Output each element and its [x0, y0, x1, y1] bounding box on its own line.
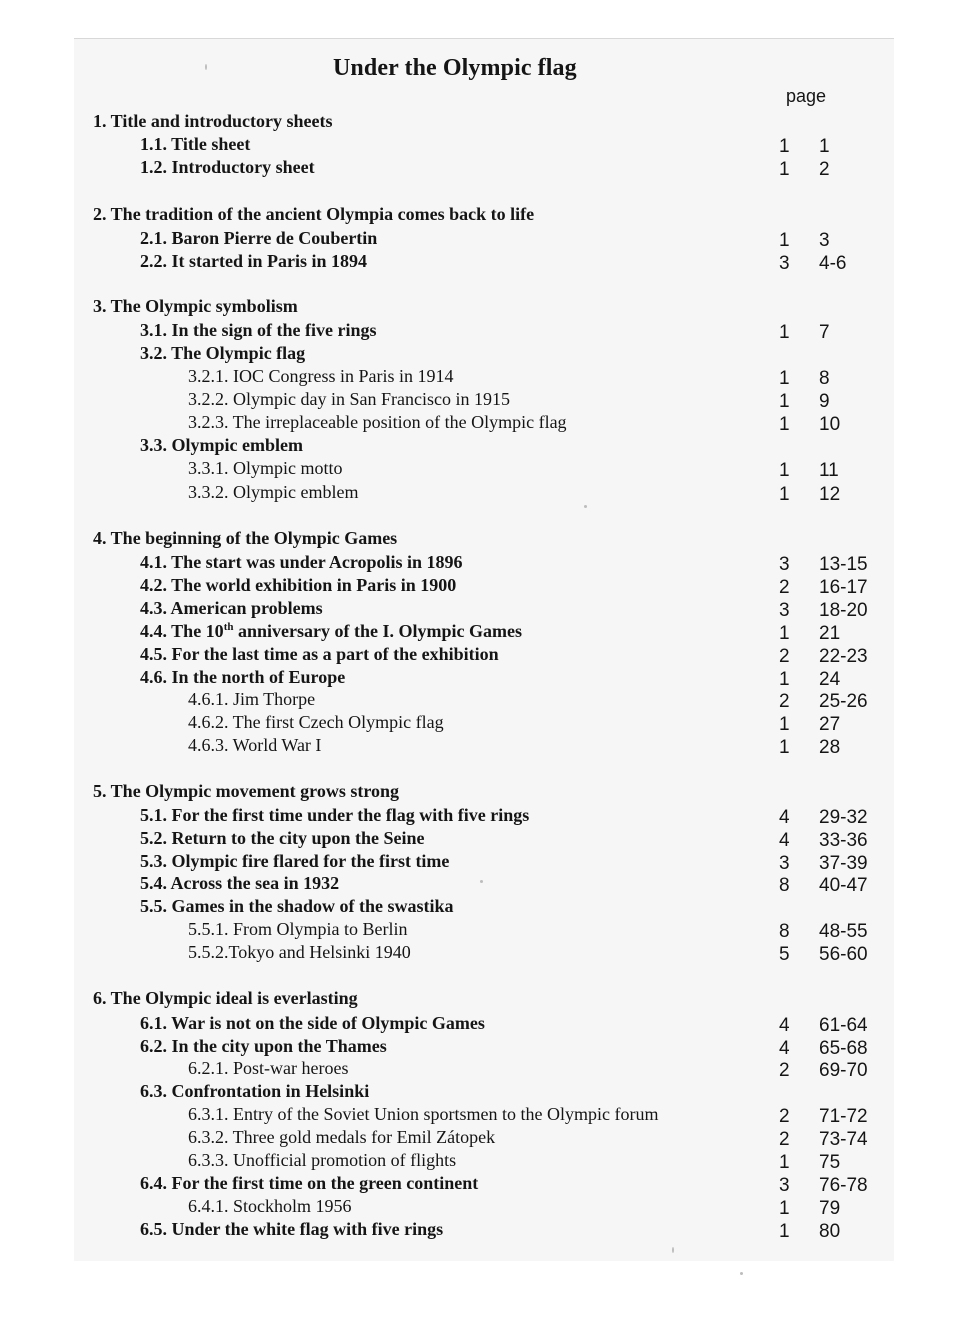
sheet-count: 1: [779, 1221, 790, 1242]
page-range: 3: [819, 230, 830, 251]
toc-row: [0, 734, 960, 756]
page-range: 65-68: [819, 1038, 868, 1059]
toc-row: [0, 227, 960, 249]
toc-subsection-title: 4.6.3. World War I: [188, 735, 322, 755]
toc-subsection-title: 4.6.2. The first Czech Olympic flag: [188, 712, 444, 732]
page-range: 48-55: [819, 921, 868, 942]
sheet-count: 1: [779, 1198, 790, 1219]
page-range: 12: [819, 484, 841, 505]
toc-subsection-title: 4.6.1. Jim Thorpe: [188, 689, 316, 709]
toc-section-title: 1.1. Title sheet: [140, 134, 251, 154]
scan-speck: [740, 1272, 743, 1275]
sheet-count: 1: [779, 669, 790, 690]
page-range: 29-32: [819, 807, 868, 828]
toc-section-title: 4.6. In the north of Europe: [140, 667, 346, 687]
sheet-count: 4: [779, 1038, 790, 1059]
scan-speck: [480, 880, 483, 883]
toc-row: [0, 388, 960, 410]
toc-section-title: 6.5. Under the white flag with five rings: [140, 1219, 444, 1239]
toc-row: [0, 941, 960, 963]
page-range: 11: [819, 460, 839, 481]
page-range: 25-26: [819, 691, 868, 712]
page-range: 79: [819, 1198, 841, 1219]
page-range: 75: [819, 1152, 841, 1173]
page-range: 10: [819, 414, 841, 435]
sheet-count: 2: [779, 1060, 790, 1081]
page-range: 27: [819, 714, 841, 735]
sheet-count: 1: [779, 414, 790, 435]
page-range: 7: [819, 322, 830, 343]
sheet-count: 3: [779, 853, 790, 874]
toc-row: [0, 342, 960, 364]
toc-row: [0, 481, 960, 503]
sheet-count: 4: [779, 1015, 790, 1036]
sheet-count: 1: [779, 322, 790, 343]
page-range: 21: [819, 623, 841, 644]
toc-chapter-title: 1. Title and introductory sheets: [93, 111, 333, 131]
toc-chapter-title: 3. The Olympic symbolism: [93, 296, 298, 316]
toc-subsection-title: 5.5.2.Tokyo and Helsinki 1940: [188, 942, 411, 962]
toc-section-title: 6.3. Confrontation in Helsinki: [140, 1081, 370, 1101]
page-range: 37-39: [819, 853, 868, 874]
toc-row: [0, 1012, 960, 1034]
sheet-count: 1: [779, 159, 790, 180]
page-range: 18-20: [819, 600, 868, 621]
sheet-count: 2: [779, 577, 790, 598]
toc-row: [0, 203, 960, 225]
sheet-count: 2: [779, 1129, 790, 1150]
toc-row: [0, 365, 960, 387]
toc-row: [0, 1218, 960, 1240]
toc-section-title: 4.2. The world exhibition in Paris in 1900: [140, 575, 457, 595]
page-range: 71-72: [819, 1106, 868, 1127]
sheet-count: 3: [779, 1175, 790, 1196]
page-range: 9: [819, 391, 830, 412]
toc-row: [0, 110, 960, 132]
sheet-count: 1: [779, 460, 790, 481]
sheet-count: 3: [779, 253, 790, 274]
toc-row: [0, 1103, 960, 1125]
toc-section-title: 4.1. The start was under Acropolis in 1896: [140, 552, 463, 572]
toc-subsection-title: 6.4.1. Stockholm 1956: [188, 1196, 352, 1216]
toc-subsection-title: 6.3.3. Unofficial promotion of flights: [188, 1150, 457, 1170]
toc-row: [0, 850, 960, 872]
toc-row: [0, 918, 960, 940]
toc-subsection-title: 6.2.1. Post-war heroes: [188, 1058, 349, 1078]
sheet-count: 3: [779, 554, 790, 575]
page-range: 69-70: [819, 1060, 868, 1081]
toc-section-title: 6.2. In the city upon the Thames: [140, 1036, 387, 1056]
toc-row: [0, 643, 960, 665]
toc-row: [0, 804, 960, 826]
toc-row: [0, 895, 960, 917]
toc-row: [0, 295, 960, 317]
toc-row: [0, 411, 960, 433]
toc-row: [0, 872, 960, 894]
sheet-count: 1: [779, 230, 790, 251]
toc-section-title: 3.3. Olympic emblem: [140, 435, 303, 455]
sheet-count: 4: [779, 830, 790, 851]
sheet-count: 8: [779, 875, 790, 896]
toc-row: [0, 551, 960, 573]
toc-row: [0, 666, 960, 688]
page-range: 80: [819, 1221, 841, 1242]
page-range: 13-15: [819, 554, 868, 575]
sheet-count: 2: [779, 646, 790, 667]
scan-speck: [205, 64, 207, 70]
toc-section-title: 3.1. In the sign of the five rings: [140, 320, 377, 340]
page-range: 4-6: [819, 253, 847, 274]
page-range: 61-64: [819, 1015, 868, 1036]
toc-chapter-title: 6. The Olympic ideal is everlasting: [93, 988, 358, 1008]
toc-section-title: 5.3. Olympic fire flared for the first time: [140, 851, 450, 871]
toc-subsection-title: 6.3.2. Three gold medals for Emil Zátopek: [188, 1127, 496, 1147]
page-range: 1: [819, 136, 830, 157]
page-column-header: page: [786, 86, 827, 106]
page-range: 28: [819, 737, 841, 758]
toc-subsection-title: 3.2.3. The irreplaceable position of the Olympic flag: [188, 412, 567, 432]
toc-row: [0, 574, 960, 596]
toc-row: [0, 319, 960, 341]
toc-subsection-title: 3.3.2. Olympic emblem: [188, 482, 359, 502]
toc-section-title: 6.1. War is not on the side of Olympic Games: [140, 1013, 485, 1033]
page-range: 8: [819, 368, 830, 389]
toc-row: [0, 527, 960, 549]
sheet-count: 1: [779, 714, 790, 735]
sheet-count: 8: [779, 921, 790, 942]
sheet-count: 1: [779, 623, 790, 644]
toc-row: [0, 1126, 960, 1148]
toc-row: [0, 597, 960, 619]
toc-row: [0, 1035, 960, 1057]
toc-subsection-title: 3.2.1. IOC Congress in Paris in 1914: [188, 366, 454, 386]
toc-subsection-title: 3.2.2. Olympic day in San Francisco in 1915: [188, 389, 510, 409]
sheet-count: 1: [779, 368, 790, 389]
page-range: 73-74: [819, 1129, 868, 1150]
toc-row: [0, 620, 960, 642]
superscript: th: [223, 621, 234, 633]
toc-row: [0, 156, 960, 178]
toc-chapter-title: 5. The Olympic movement grows strong: [93, 781, 399, 801]
toc-section-title: 3.2. The Olympic flag: [140, 343, 306, 363]
toc-section-title: 5.5. Games in the shadow of the swastika: [140, 896, 454, 916]
toc-section-title: 6.4. For the first time on the green continent: [140, 1173, 479, 1193]
toc-subsection-title: 5.5.1. From Olympia to Berlin: [188, 919, 408, 939]
page-range: 56-60: [819, 944, 868, 965]
toc-section-title: 1.2. Introductory sheet: [140, 157, 315, 177]
toc-row: [0, 827, 960, 849]
toc-section-title: 4.5. For the last time as a part of the exhibition: [140, 644, 499, 664]
toc-row: [0, 1057, 960, 1079]
sheet-count: 1: [779, 484, 790, 505]
sheet-count: 1: [779, 737, 790, 758]
toc-subsection-title: 3.3.1. Olympic motto: [188, 458, 343, 478]
toc-section-title: 4.4. The 10th anniversary of the I. Olympic Games: [140, 621, 522, 641]
sheet-count: 1: [779, 136, 790, 157]
toc-row: [0, 987, 960, 1009]
toc-chapter-title: 4. The beginning of the Olympic Games: [93, 528, 398, 548]
page-range: 2: [819, 159, 830, 180]
toc-section-title: 2.1. Baron Pierre de Coubertin: [140, 228, 378, 248]
toc-row: [0, 133, 960, 155]
toc-row: [0, 1080, 960, 1102]
sheet-count: 1: [779, 391, 790, 412]
page-range: 40-47: [819, 875, 868, 896]
toc-row: [0, 434, 960, 456]
sheet-count: 2: [779, 691, 790, 712]
toc-row: [0, 250, 960, 272]
toc-section-title: 5.1. For the first time under the flag with five rings: [140, 805, 530, 825]
toc-row: [0, 711, 960, 733]
toc-row: [0, 688, 960, 710]
toc-row: [0, 1172, 960, 1194]
sheet-count: 3: [779, 600, 790, 621]
toc-chapter-title: 2. The tradition of the ancient Olympia comes back to life: [93, 204, 535, 224]
page-range: 22-23: [819, 646, 868, 667]
sheet-count: 2: [779, 1106, 790, 1127]
page-range: 33-36: [819, 830, 868, 851]
sheet-count: 1: [779, 1152, 790, 1173]
toc-section-title: 2.2. It started in Paris in 1894: [140, 251, 367, 271]
page-range: 76-78: [819, 1175, 868, 1196]
toc-section-title: 5.4. Across the sea in 1932: [140, 873, 340, 893]
scan-speck: [672, 1247, 674, 1253]
document-title: Under the Olympic flag: [333, 55, 577, 81]
toc-section-title: 4.3. American problems: [140, 598, 323, 618]
page-range: 16-17: [819, 577, 868, 598]
toc-subsection-title: 6.3.1. Entry of the Soviet Union sportsmen to the Olympic forum: [188, 1104, 659, 1124]
toc-row: [0, 457, 960, 479]
toc-row: [0, 1149, 960, 1171]
toc-row: [0, 1195, 960, 1217]
toc-section-title: 5.2. Return to the city upon the Seine: [140, 828, 425, 848]
scan-speck: [584, 505, 587, 508]
toc-row: [0, 780, 960, 802]
page-range: 24: [819, 669, 841, 690]
sheet-count: 4: [779, 807, 790, 828]
sheet-count: 5: [779, 944, 790, 965]
